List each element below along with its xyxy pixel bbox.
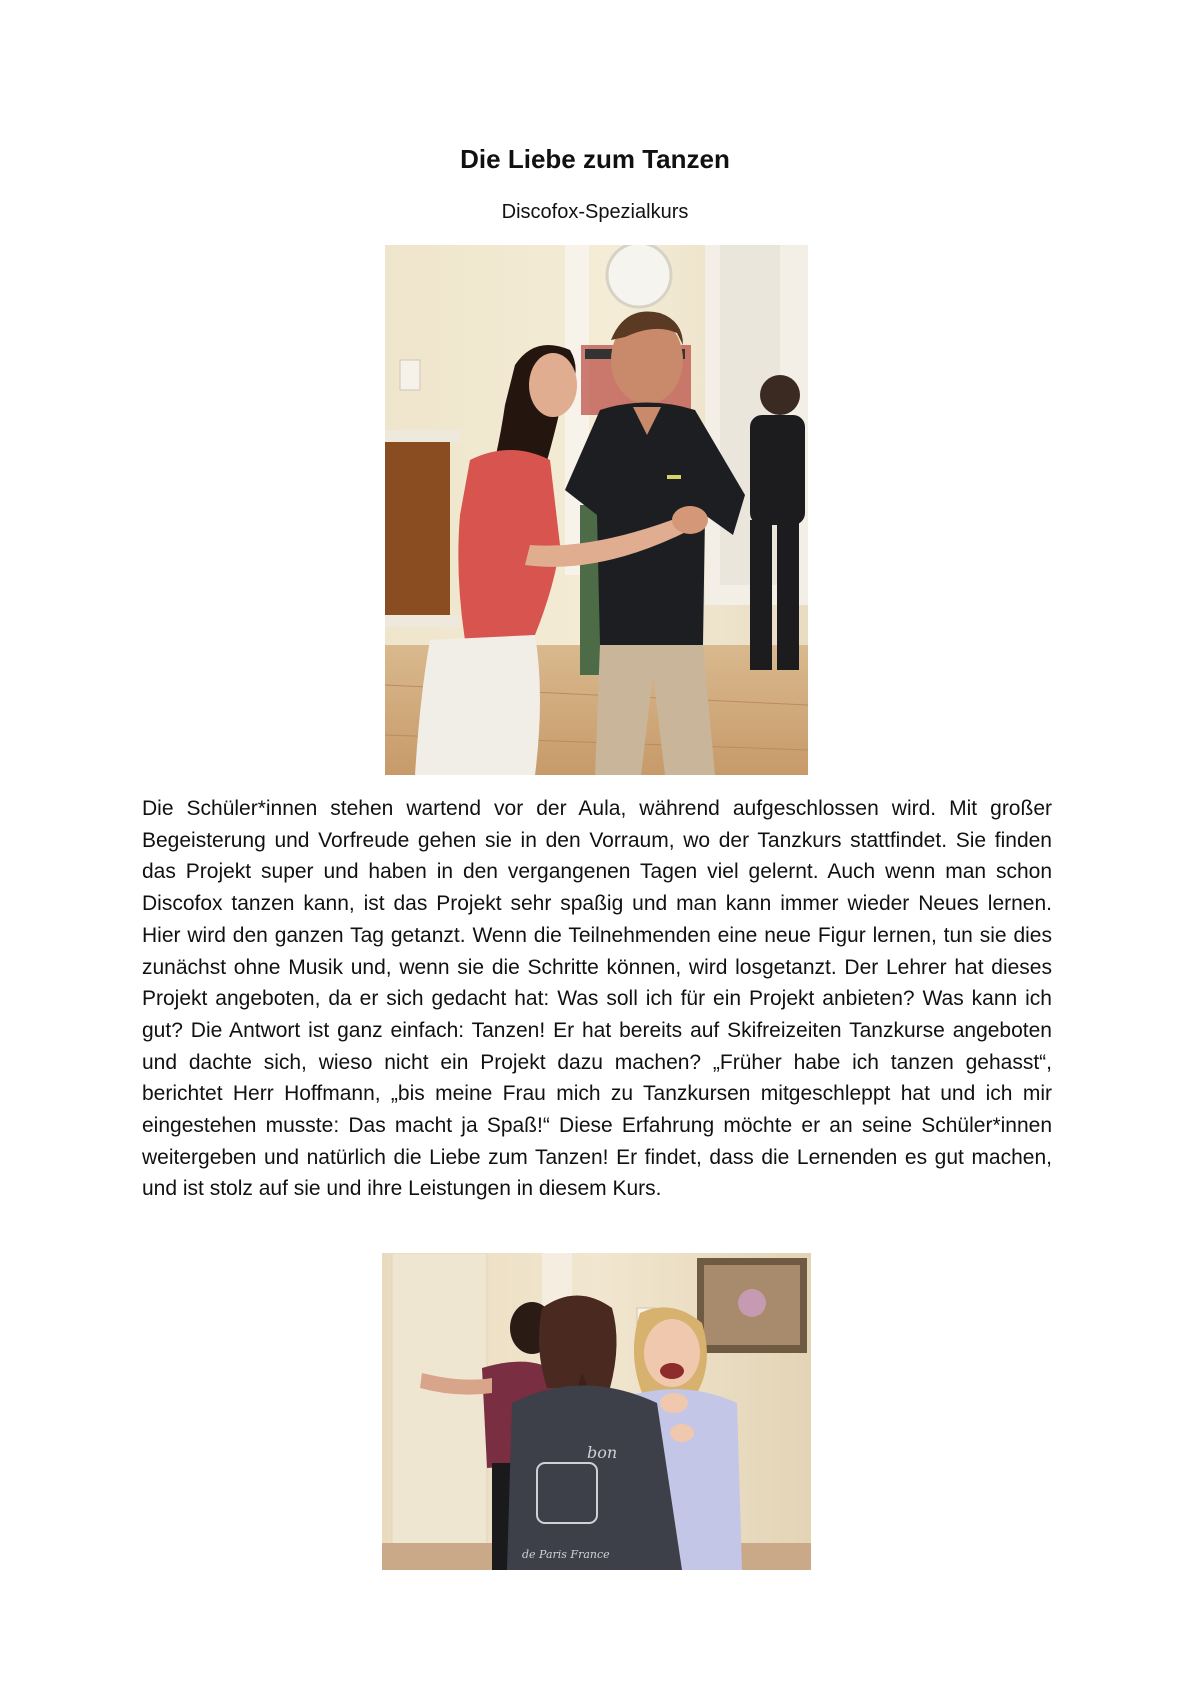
sweatshirt-print-top: bon	[587, 1443, 618, 1462]
photo-couple-dancing	[385, 245, 808, 775]
article-subtitle: Discofox-Spezialkurs	[501, 201, 689, 223]
photo-students-laughing-illustration	[382, 1253, 811, 1570]
article-title: Die Liebe zum Tanzen	[460, 144, 730, 174]
article-body: Die Schüler*innen stehen wartend vor der Aula, während aufgeschlossen wird. Mit großer Begeisterung und Vorfreude gehen sie in den Vorraum, wo der Tanzkurs stattfindet. Sie finden das Projekt super und haben in den vergangenen Tagen viel gelernt. Auch wenn man schon Discofox tanzen kann, ist das Projekt sehr spaßig und man kann immer wieder Neues lernen. Hier wird den ganzen Tag getanzt. Wenn die Teilnehmenden eine neue Figur lernen, tun sie dies zunächst ohne Musik und, wenn sie die Schritte können, wird losgetanzt. Der Lehrer hat dieses Projekt angeboten, da er sich gedacht hat: Was soll ich für ein Projekt anbieten? Was kann ich gut? Die Antwort ist ganz einfach: Tanzen! Er hat bereits auf Skifreizeiten Tanzkurse angeboten und dachte sich, wieso nicht ein Projekt dazu machen? „Früher habe ich tanzen gehasst“, berichtet Herr Hoffmann, „bis meine Frau mich zu Tanzkursen mitgeschleppt hat und ich mir eingestehen musste: Das macht ja Spaß!“ Diese Erfahrung möchte er an seine Schüler*innen weitergeben und natürlich die Liebe zum Tanzen! Er findet, dass die Lernenden es gut machen, und ist stolz auf sie und ihre Leistungen in diesem Kurs.	[142, 797, 1052, 1201]
photo-couple-dancing-illustration	[385, 245, 808, 775]
photo-students-laughing	[382, 1253, 811, 1570]
sweatshirt-print-bottom: de Paris France	[522, 1548, 610, 1561]
